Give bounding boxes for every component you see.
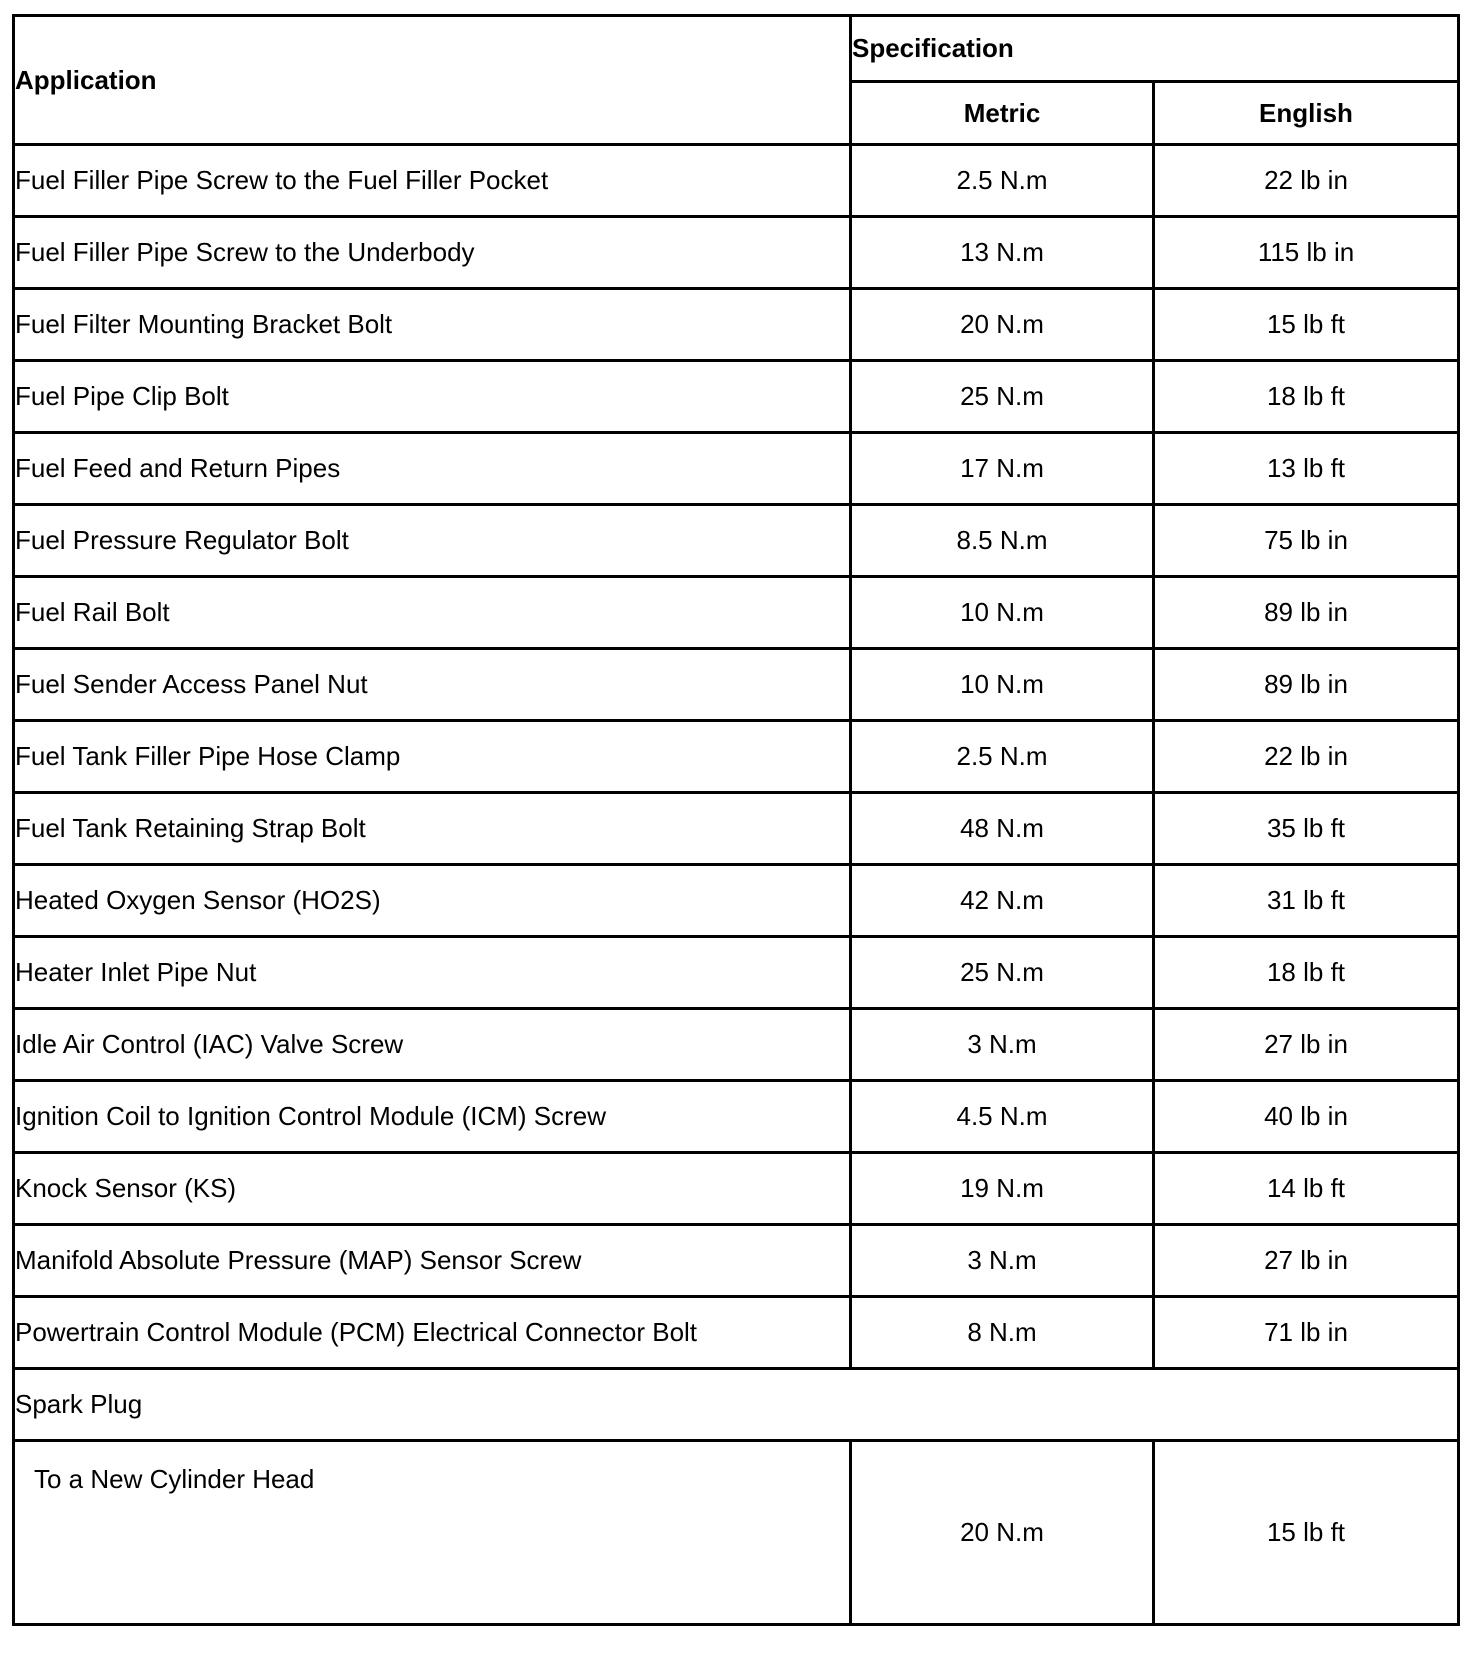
metric-cell: 20 N.m: [851, 1441, 1154, 1625]
english-cell: 15 lb ft: [1154, 1441, 1459, 1625]
english-cell: 22 lb in: [1154, 721, 1459, 793]
metric-cell: 17 N.m: [851, 433, 1154, 505]
english-cell: 22 lb in: [1154, 145, 1459, 217]
table-row: [14, 145, 1459, 217]
metric-cell: 25 N.m: [851, 937, 1154, 1009]
english-cell: 27 lb in: [1154, 1225, 1459, 1297]
table-row: [14, 217, 1459, 289]
metric-cell: 10 N.m: [851, 577, 1154, 649]
application-cell: Fuel Feed and Return Pipes: [14, 433, 851, 505]
english-cell: 89 lb in: [1154, 649, 1459, 721]
english-cell: 18 lb ft: [1154, 937, 1459, 1009]
application-cell: Fuel Sender Access Panel Nut: [14, 649, 851, 721]
metric-cell: 2.5 N.m: [851, 721, 1154, 793]
application-cell: Fuel Rail Bolt: [14, 577, 851, 649]
application-cell: Fuel Pressure Regulator Bolt: [14, 505, 851, 577]
table-row: [14, 937, 1459, 1009]
table-row: [14, 1081, 1459, 1153]
table-row: [14, 1153, 1459, 1225]
application-cell: To a New Cylinder Head: [14, 1441, 851, 1625]
english-cell: 27 lb in: [1154, 1009, 1459, 1081]
specification-header: Specification: [851, 16, 1459, 82]
metric-cell: 3 N.m: [851, 1009, 1154, 1081]
application-header: Application: [14, 16, 851, 145]
table-row: [14, 289, 1459, 361]
table-row: [14, 1441, 1459, 1625]
english-cell: 89 lb in: [1154, 577, 1459, 649]
metric-cell: 25 N.m: [851, 361, 1154, 433]
metric-cell: 3 N.m: [851, 1225, 1154, 1297]
table-row: [14, 577, 1459, 649]
english-cell: 35 lb ft: [1154, 793, 1459, 865]
english-cell: 40 lb in: [1154, 1081, 1459, 1153]
english-cell: 71 lb in: [1154, 1297, 1459, 1369]
metric-cell: 19 N.m: [851, 1153, 1154, 1225]
metric-cell: 8.5 N.m: [851, 505, 1154, 577]
table-row: [14, 1225, 1459, 1297]
table-row: [14, 1009, 1459, 1081]
application-cell: Ignition Coil to Ignition Control Module (ICM) Screw: [14, 1081, 851, 1153]
table-row: [14, 649, 1459, 721]
metric-cell: 42 N.m: [851, 865, 1154, 937]
application-cell: Fuel Tank Filler Pipe Hose Clamp: [14, 721, 851, 793]
english-cell: 18 lb ft: [1154, 361, 1459, 433]
table-row: [14, 865, 1459, 937]
table-row: [14, 361, 1459, 433]
application-cell: Heated Oxygen Sensor (HO2S): [14, 865, 851, 937]
metric-cell: 48 N.m: [851, 793, 1154, 865]
english-header: English: [1154, 82, 1459, 145]
application-cell: Fuel Filler Pipe Screw to the Underbody: [14, 217, 851, 289]
group-label: Spark Plug: [14, 1369, 1459, 1441]
application-cell: Fuel Filter Mounting Bracket Bolt: [14, 289, 851, 361]
english-cell: 14 lb ft: [1154, 1153, 1459, 1225]
metric-cell: 4.5 N.m: [851, 1081, 1154, 1153]
english-cell: 15 lb ft: [1154, 289, 1459, 361]
application-cell: Heater Inlet Pipe Nut: [14, 937, 851, 1009]
metric-header: Metric: [851, 82, 1154, 145]
english-cell: 13 lb ft: [1154, 433, 1459, 505]
english-cell: 115 lb in: [1154, 217, 1459, 289]
group-row: [14, 1369, 1459, 1441]
table-row: [14, 721, 1459, 793]
table-row: [14, 793, 1459, 865]
torque-spec-table: [12, 14, 1460, 1626]
application-cell: Fuel Tank Retaining Strap Bolt: [14, 793, 851, 865]
metric-cell: 10 N.m: [851, 649, 1154, 721]
application-cell: Manifold Absolute Pressure (MAP) Sensor Screw: [14, 1225, 851, 1297]
application-cell: Powertrain Control Module (PCM) Electrical Connector Bolt: [14, 1297, 851, 1369]
metric-cell: 2.5 N.m: [851, 145, 1154, 217]
metric-cell: 8 N.m: [851, 1297, 1154, 1369]
application-cell: Fuel Pipe Clip Bolt: [14, 361, 851, 433]
metric-cell: 13 N.m: [851, 217, 1154, 289]
application-cell: Idle Air Control (IAC) Valve Screw: [14, 1009, 851, 1081]
table-row: [14, 433, 1459, 505]
english-cell: 31 lb ft: [1154, 865, 1459, 937]
table-row: [14, 1297, 1459, 1369]
application-cell: Fuel Filler Pipe Screw to the Fuel Filler Pocket: [14, 145, 851, 217]
table-row: [14, 505, 1459, 577]
application-cell: Knock Sensor (KS): [14, 1153, 851, 1225]
metric-cell: 20 N.m: [851, 289, 1154, 361]
english-cell: 75 lb in: [1154, 505, 1459, 577]
